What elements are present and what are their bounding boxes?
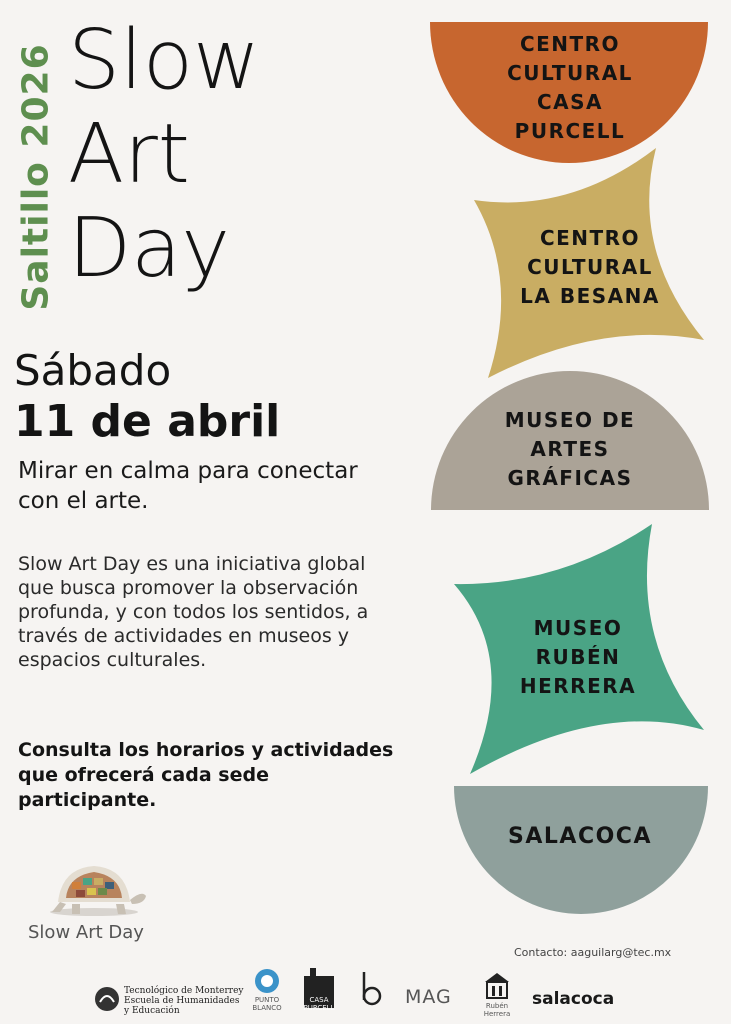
tec-logo-text: Tecnológico de Monterrey Escuela de Humanidades y Educación	[124, 986, 244, 1016]
ruben-herrera-icon	[482, 970, 512, 1000]
year-label-text: Saltillo 2026	[15, 43, 57, 311]
slow-art-day-logo-text: Slow Art Day	[28, 922, 144, 943]
ruben-herrera-text: Rubén Herrera	[483, 1002, 511, 1018]
mag-logo: MAG	[405, 986, 452, 1008]
event-date: 11 de abril	[14, 396, 281, 447]
venue-salacoca: SALACOCA	[508, 824, 652, 849]
casa-purcell-text: CASA PURCELL	[303, 996, 335, 1012]
tec-logo-icon	[94, 986, 120, 1012]
event-tagline: Mirar en calma para conectar con el arte.	[18, 458, 358, 514]
call-to-action: Consulta los horarios y actividades que ofrecerá cada sede participante.	[18, 739, 394, 811]
contact-email: Contacto: aaguilarg@tec.mx	[514, 946, 672, 959]
venue-casa-purcell: CENTRO CULTURAL CASA PURCELL	[507, 32, 633, 143]
punto-blanco-icon	[254, 968, 280, 994]
venue-la-besana: CENTRO CULTURAL LA BESANA	[520, 226, 660, 308]
event-description: Slow Art Day es una iniciativa global que busca promover la observación profunda, y con todos los sentidos, a través de actividades en museos y espacios culturales.	[18, 553, 369, 671]
salacoca-logo: salacoca	[532, 989, 615, 1009]
event-day: Sábado	[14, 346, 172, 395]
venue-artes-graficas: MUSEO DE ARTES GRÁFICAS	[504, 408, 636, 490]
title-line-1: Slow	[68, 13, 261, 108]
title-line-2: Art	[68, 107, 190, 202]
punto-blanco-text: PUNTO BLANCO	[252, 996, 282, 1012]
title-line-3: Day	[68, 201, 230, 296]
venue-ruben-herrera: MUSEO RUBÉN HERRERA	[519, 616, 637, 698]
besana-icon	[356, 970, 386, 1010]
